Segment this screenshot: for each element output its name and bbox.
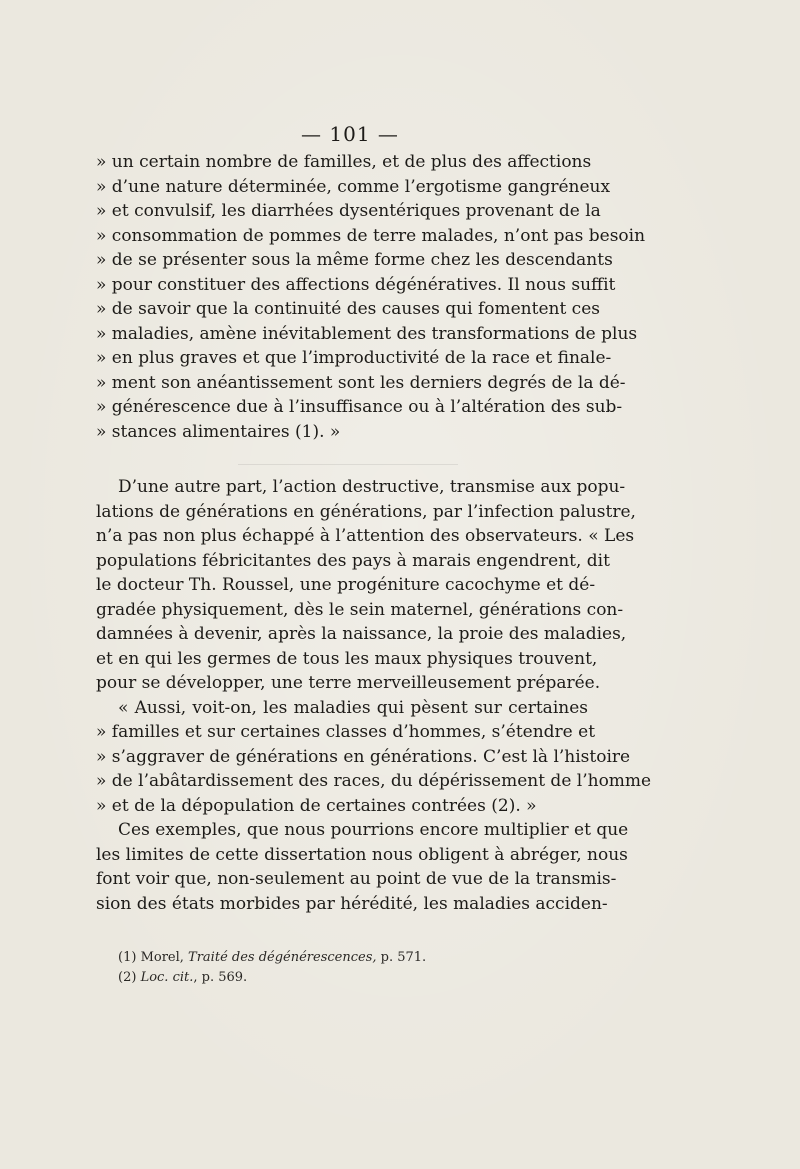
text-line: et en qui les germes de tous les maux physiques trouvent,	[96, 648, 598, 669]
footnote-marker: (2)	[118, 970, 137, 985]
text-line: damnées à devenir, après la naissance, la proie des maladies,	[96, 624, 627, 644]
text-line: populations fébricitantes des pays à marais engendrent, dit	[96, 550, 610, 571]
text-line: » s’aggraver de générations en générations. C’est là l’histoire	[96, 746, 631, 767]
text-line: » consommation de pommes de terre malades, n’ont pas besoin	[96, 225, 646, 246]
text-line: pour se développer, une terre merveilleusement préparée.	[96, 673, 601, 693]
footnote-title: Traité des dégénérescences,	[188, 950, 377, 965]
paragraph-first-line: Ces exemples, que nous pourrions encore multiplier et que	[118, 820, 629, 840]
text-line: » et convulsif, les diarrhées dysentériques provenant de la	[96, 201, 601, 221]
text-line: » familles et sur certaines classes d’hommes, s’étendre et	[96, 722, 596, 742]
text-line: font voir que, non-seulement au point de vue de la transmis-	[96, 869, 617, 889]
text-line: » en plus graves et que l’improductivité de la race et finale-	[96, 348, 612, 368]
text-line: » pour constituer des affections dégénératives. Il nous suffit	[96, 274, 616, 295]
footnote-title: Loc. cit.	[140, 970, 194, 985]
text-line: » d’une nature déterminée, comme l’ergotisme gangréneux	[96, 176, 611, 197]
quoted-passage	[96, 150, 646, 444]
text-line: sion des états morbides par hérédité, les maladies acciden-	[96, 893, 608, 914]
faint-divider	[238, 464, 458, 465]
paragraph-first-line: D’une autre part, l’action destructive, transmise aux popu-	[118, 477, 626, 497]
text-line: » stances alimentaires (1). »	[96, 421, 341, 442]
text-line: n’a pas non plus échappé à l’attention des observateurs. « Les	[96, 526, 635, 546]
page-number: — 101 —	[301, 122, 399, 146]
text-line: gradée physiquement, dès le sein maternel, générations con-	[96, 599, 624, 620]
footnote	[118, 948, 538, 968]
text-line: » de se présenter sous la même forme chez les descendants	[96, 250, 613, 270]
text-line: » générescence due à l’insuffisance ou à l’altération des sub-	[96, 397, 623, 417]
text-line: » ment son anéantissement sont les derniers degrés de la dé-	[96, 372, 626, 393]
footnote-page: , p. 569.	[193, 970, 248, 985]
footnote-author: Morel,	[140, 950, 184, 965]
text-line: » maladies, amène inévitablement des transformations de plus	[96, 323, 638, 344]
text-line: » de savoir que la continuité des causes qui fomentent ces	[96, 299, 600, 319]
footnote-marker: (1)	[118, 950, 137, 965]
footnote-page: p. 571.	[380, 950, 427, 965]
paragraph-first-line: « Aussi, voit-on, les maladies qui pèsent sur certaines	[118, 697, 588, 718]
footnote	[118, 968, 538, 988]
footnotes	[118, 948, 538, 988]
text-line: » un certain nombre de familles, et de plus des affections	[96, 152, 592, 172]
text-line: lations de générations en générations, par l’infection palustre,	[96, 501, 636, 522]
text-line: les limites de cette dissertation nous obligent à abréger, nous	[96, 844, 628, 865]
text-line: » de l’abâtardissement des races, du dépérissement de l’homme	[96, 771, 652, 791]
text-line: le docteur Th. Roussel, une progéniture cacochyme et dé-	[96, 575, 596, 595]
body-text	[96, 475, 652, 916]
text-line: » et de la dépopulation de certaines contrées (2). »	[96, 795, 537, 816]
